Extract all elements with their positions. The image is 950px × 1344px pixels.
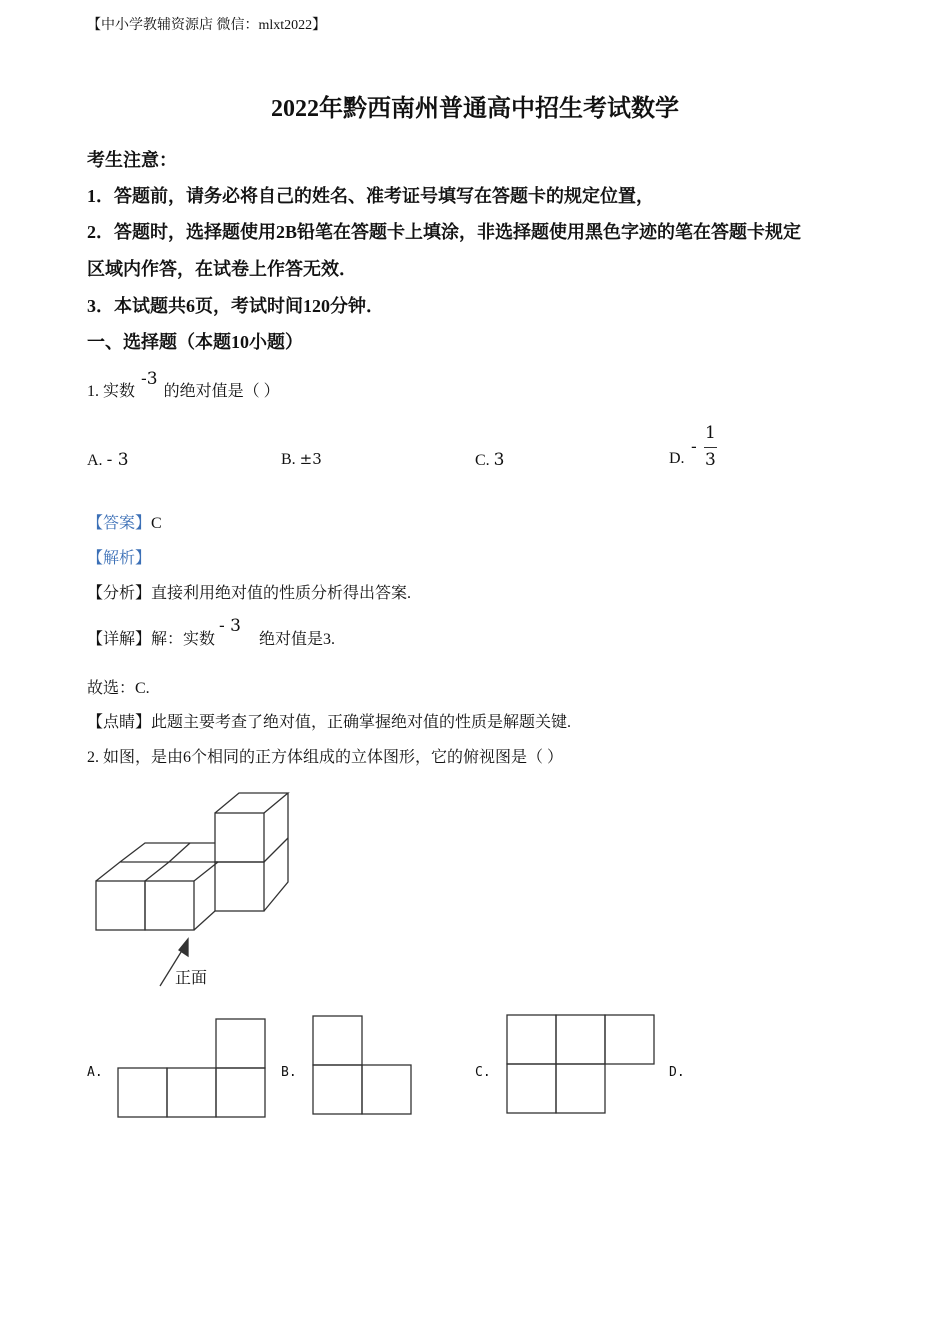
cube-face [215, 862, 264, 911]
q1-detail-math: - 3 [219, 616, 241, 636]
front-label: 正面 [175, 970, 208, 987]
q2-option-b-label: B. [281, 1065, 297, 1080]
q1-math: -3 [141, 369, 158, 389]
answer-value: C [151, 515, 162, 532]
cube-edge [264, 838, 288, 862]
cube-edge [215, 793, 288, 813]
q1-option-c-value: 3 [493, 450, 505, 470]
cube-edge [120, 843, 215, 862]
q1-detail-prefix: 【详解】解：实数 [87, 631, 216, 648]
cube-face [145, 881, 194, 930]
q2-option-a-figure [118, 1019, 265, 1117]
answer-tag: 【答案】 [87, 515, 152, 532]
analysis-tag: 【解析】 [87, 550, 152, 567]
section-heading: 一、选择题（本题10小题） [87, 332, 303, 352]
q2-option-b-figure [313, 1016, 411, 1114]
q1-fenxi: 【分析】直接利用绝对值的性质分析得出答案. [87, 585, 412, 602]
q1-suffix: 的绝对值是（ ） [163, 383, 280, 400]
q1-option-a-value: - 3 [106, 450, 129, 470]
q1-detail-suffix: 绝对值是3. [258, 631, 335, 648]
notice-item-2-cont: 区域内作答，在试卷上作答无效． [87, 259, 357, 279]
q2-option-a-label: A. [87, 1065, 103, 1080]
cube-edge [169, 843, 190, 862]
cube-edge [194, 911, 215, 930]
page-header: 【中小学教辅资源店 微信：mlxt2022】 [87, 18, 327, 33]
page-title: 2022年黔西南州普通高中招生考试数学 [271, 96, 679, 122]
q1-option-d-numerator: 1 [705, 423, 716, 443]
q2-option-d-label: D. [669, 1065, 685, 1080]
notice-item-2: 2．答题时，选择题使用2B铅笔在答题卡上填涂，非选择题使用黑色字迹的笔在答题卡规定 [87, 222, 802, 242]
q1-choose: 故选：C. [87, 680, 150, 697]
q1-option-c-label: C. [475, 452, 494, 469]
q2-stem: 2. 如图，是由6个相同的正方体组成的立体图形，它的俯视图是（ ） [87, 749, 564, 766]
q2-solid-figure [96, 793, 288, 986]
q1-option-a-label: A. [87, 452, 107, 469]
notice-item-1: 1．答题前，请务必将自己的姓名、准考证号填写在答题卡的规定位置， [87, 186, 654, 206]
notice-item-3: 3．本试题共6页，考试时间120分钟． [87, 296, 384, 316]
q2-option-c-label: C. [475, 1065, 491, 1080]
q2-option-c-figure [507, 1015, 654, 1113]
notice-heading: 考生注意： [87, 150, 177, 170]
q1-option-b-label: B. [281, 451, 300, 468]
q1-prefix: 1. 实数 [87, 383, 136, 400]
q1-option-d-label: D. [669, 450, 685, 467]
q1-dianjing: 【点睛】此题主要考查了绝对值，正确掌握绝对值的性质是解题关键. [87, 714, 572, 731]
q1-option-d-sign: - [691, 437, 697, 457]
cube-face [215, 813, 264, 862]
q1-option-d-denominator: 3 [705, 450, 716, 470]
q1-option-b-value: ±3 [299, 450, 322, 468]
cube-face [96, 881, 145, 930]
cube-edge [145, 862, 169, 881]
